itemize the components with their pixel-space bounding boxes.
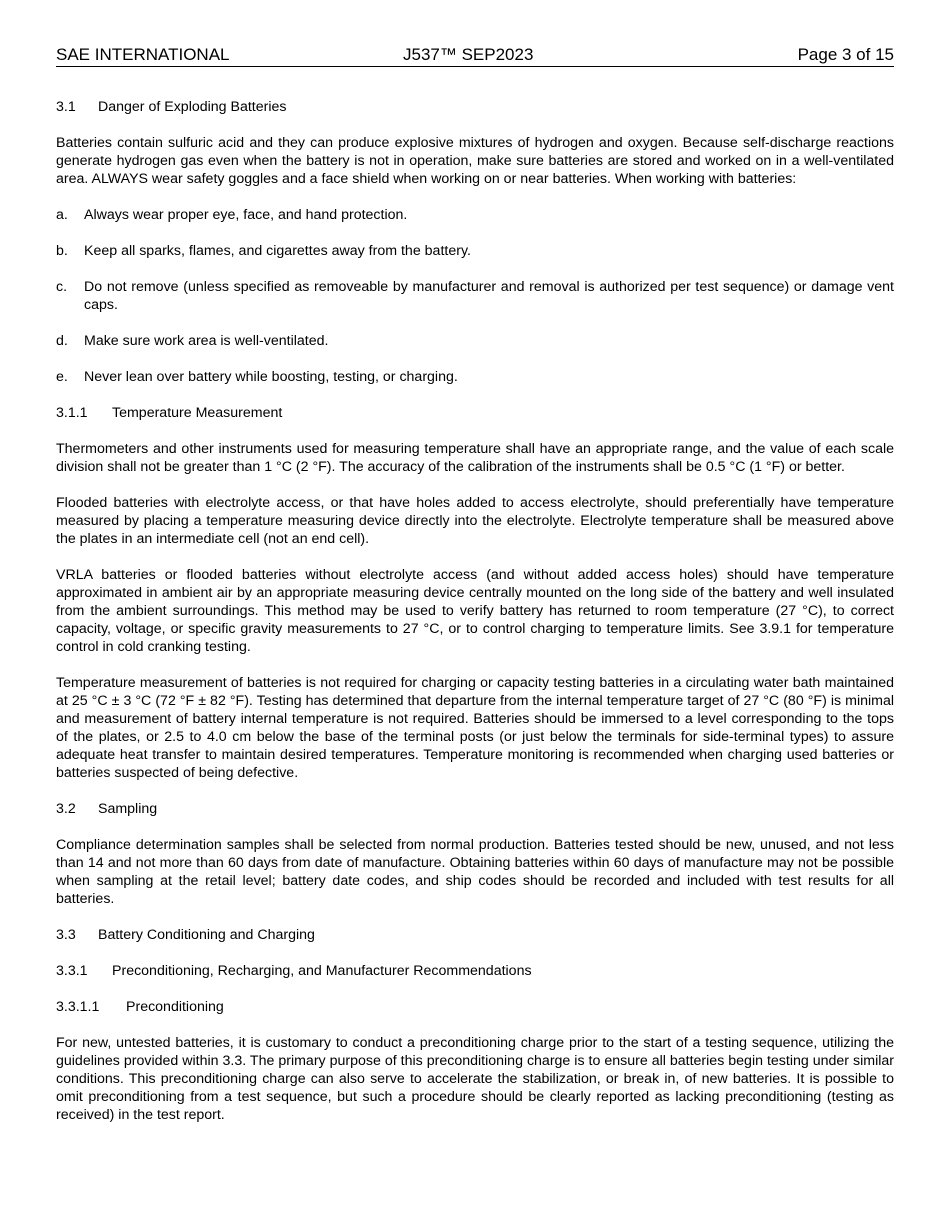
- list-text: Always wear proper eye, face, and hand protection.: [84, 207, 408, 223]
- list-letter: a.: [56, 207, 68, 223]
- section-heading-3-2: [56, 800, 894, 818]
- section-number: 3.2: [56, 801, 76, 817]
- paragraph-thermometers: Thermometers and other instruments used for measuring temperature shall have an appropriate range, and the value of each scale division shall not be greater than 1 °C (2 °F). The accuracy of the calibration of the instruments shall be 0.5 °C (1 °F) or better.: [56, 441, 894, 475]
- section-title: Danger of Exploding Batteries: [98, 99, 287, 115]
- paragraph-preconditioning: For new, untested batteries, it is customary to conduct a preconditioning charge prior to the start of a testing sequence, utilizing the guidelines provided within 3.3. The primary purpose of this preconditioning charge is to ensure all batteries begin testing under similar conditions. This preconditioning charge can also serve to accelerate the stabilization, or break in, of new batteries. It is possible to omit preconditioning from a test sequence, but such a procedure should be clearly reported as lacking preconditioning (testing as received) in the test report.: [56, 1035, 894, 1123]
- list-text: Keep all sparks, flames, and cigarettes away from the battery.: [84, 243, 471, 259]
- section-number: 3.1.1: [56, 405, 88, 421]
- section-heading-3-1: [56, 98, 894, 116]
- page-header: [56, 44, 894, 67]
- paragraph-water-bath: Temperature measurement of batteries is not required for charging or capacity testing batteries in a circulating water bath maintained at 25 °C ± 3 °C (72 °F ± 82 °F). Testing has determined that departure from the internal temperature target of 27 °C (80 °F) is minimal and measurement of battery internal temperature is not required. Batteries should be immersed to a level corresponding to the tops of the plates, or 2.5 to 4.0 cm below the base of the terminal posts (or just below the terminals for side-terminal types) to assure adequate heat transfer to maintain desired temperatures. Temperature monitoring is recommended when charging used batteries or batteries suspected of being defective.: [56, 675, 894, 781]
- section-title: Battery Conditioning and Charging: [98, 927, 315, 943]
- paragraph-sampling: Compliance determination samples shall be selected from normal production. Batteries tested should be new, unused, and not less than 14 and not more than 60 days from date of manufacture. Obtaining batteries within 60 days of manufacture may not be possible when sampling at the retail level; battery date codes, and ship codes should be recorded and included with test results for all batteries.: [56, 837, 894, 907]
- paragraph-flooded-batteries: Flooded batteries with electrolyte access, or that have holes added to access electrolyte, should preferentially have temperature measured by placing a temperature measuring device directly into the electrolyte. Electrolyte temperature shall be measured above the plates in an intermediate cell (not an end cell).: [56, 495, 894, 547]
- section-heading-3-3-1-1: [56, 998, 894, 1016]
- list-item: [56, 206, 894, 224]
- list-text: Make sure work area is well-ventilated.: [84, 333, 329, 349]
- paragraph-battery-danger: Batteries contain sulfuric acid and they can produce explosive mixtures of hydrogen and oxygen. Because self-discharge reactions generate hydrogen gas even when the battery is not in operation, make sure batteries are stored and worked on in a well-ventilated area. ALWAYS wear safety goggles and a face shield when working on or near batteries. When working with batteries:: [56, 135, 894, 187]
- header-org: SAE INTERNATIONAL: [56, 45, 230, 64]
- list-text: Do not remove (unless specified as removeable by manufacturer and removal is authorized per test sequence) or damage vent caps.: [84, 279, 894, 313]
- list-letter: d.: [56, 333, 68, 349]
- section-number: 3.3.1: [56, 963, 88, 979]
- list-item: [56, 332, 894, 350]
- section-number: 3.3.1.1: [56, 999, 100, 1015]
- header-page-number: Page 3 of 15: [797, 45, 894, 64]
- section-number: 3.1: [56, 99, 76, 115]
- header-doc-id: J537™ SEP2023: [403, 45, 534, 64]
- section-title: Preconditioning, Recharging, and Manufacturer Recommendations: [112, 963, 532, 979]
- section-heading-3-3: [56, 926, 894, 944]
- document-body: [56, 98, 894, 1124]
- list-text: Never lean over battery while boosting, testing, or charging.: [84, 369, 458, 385]
- document-page: [56, 44, 894, 1142]
- list-item: [56, 242, 894, 260]
- section-number: 3.3: [56, 927, 76, 943]
- section-heading-3-1-1: [56, 404, 894, 422]
- section-heading-3-3-1: [56, 962, 894, 980]
- list-item: [56, 368, 894, 386]
- list-letter: e.: [56, 369, 68, 385]
- paragraph-vrla-batteries: VRLA batteries or flooded batteries without electrolyte access (and without added access holes) should have temperature approximated in ambient air by an appropriate measuring device centrally mounted on the long side of the battery and well insulated from the ambient surroundings. This method may be used to verify battery has returned to room temperature (27 °C), to correct capacity, voltage, or specific gravity measurements to 27 °C, or to control charging to temperature limits. See 3.9.1 for temperature control in cold cranking testing.: [56, 567, 894, 655]
- list-item: [56, 278, 894, 314]
- section-title: Temperature Measurement: [112, 405, 283, 421]
- section-title: Preconditioning: [126, 999, 224, 1015]
- list-letter: b.: [56, 243, 68, 259]
- section-title: Sampling: [98, 801, 158, 817]
- list-letter: c.: [56, 279, 68, 295]
